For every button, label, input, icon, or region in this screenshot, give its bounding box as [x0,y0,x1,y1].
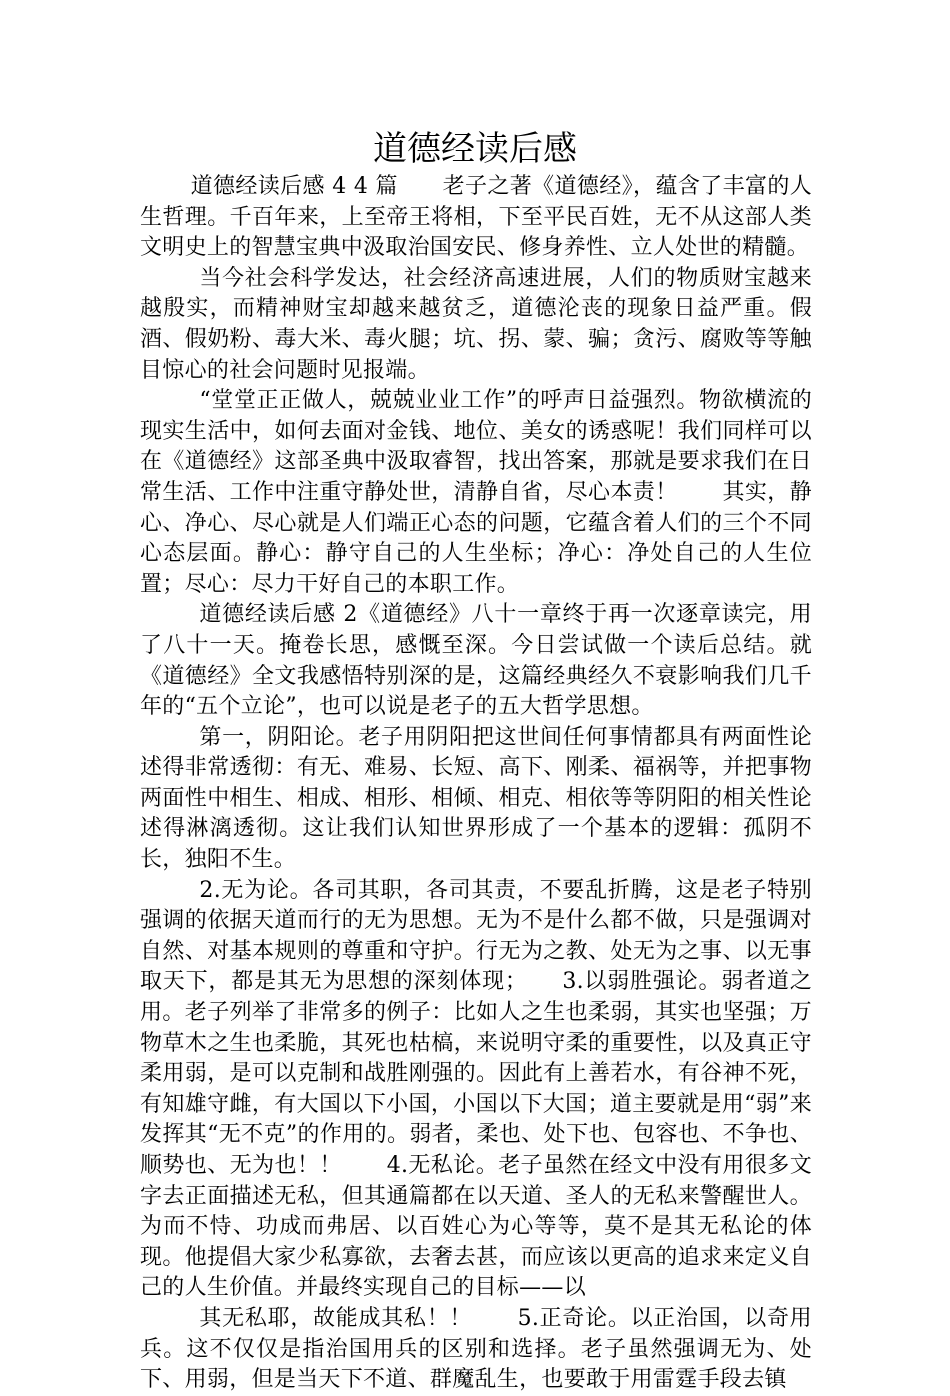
paragraph-yin-yang: 第一，阴阳论。老子用阴阳把这世间任何事情都具有两面性论述得非常透彻：有无、难易、长短、高下、刚柔、福祸等，并把事物两面性中相生、相成、相形、相倾、相克、相依等等阴阳的相关性论述得淋漓透彻。这让我们认知世界形成了一个基本的逻辑：孤阴不长，独阳不生。 [140,724,812,873]
paragraph-society: 当今社会科学发达，社会经济高速进展，人们的物质财宝越来越殷实，而精神财宝却越来越贫乏，道德沦丧的现象日益严重。假酒、假奶粉、毒大米、毒火腿；坑、拐、蒙、骗；贪污、腐败等等触目惊心的社会问题时见报端。 [140,265,812,383]
document-title: 道德经读后感 [373,129,577,169]
paragraph-zheng-qi: 其无私耶，故能成其私！！ 5.正奇论。以正治国，以奇用兵。这不仅仅是指治国用兵的区别和选择。老子虽然强调无为、处下、用弱，但是当天下不道、群魔乱生，也要敢于用雷霆手段去镇 [140,1305,812,1393]
paragraph-essay-two: 道德经读后感 2《道德经》八十一章终于再一次逐章读完，用了八十一天。掩卷长思，感慨至深。今日尝试做一个读后总结。就《道德经》全文我感悟特别深的是，这篇经典经久不衰影响我们几千年的“五个立论”，也可以说是老子的五大哲学思想。 [140,602,812,720]
paragraph-wu-wei: 2.无为论。各司其职，各司其责，不要乱折腾，这是老子特别强调的依据天道而行的无为思想。无为不是什么都不做，只是强调对自然、对基本规则的尊重和守护。行无为之教、处无为之事、以无事取天下，都是其无为思想的深刻体现； 3.以弱胜强论。弱者道之用。老子列举了非常多的例子：比如人之生也柔弱，其实也坚强；万物草木之生也柔脆，其死也枯槁，来说明守柔的重要性，以及真正守柔用弱，是可以克制和战胜刚强的。因此有上善若水，有谷神不死，有知雄守雌，有大国以下小国，小国以下大国；道主要就是用“弱”来发挥其“无不克”的作用的。弱者，柔也、处下也、包容也、不争也、顺势也、无为也！！ 4.无私论。老子虽然在经文中没有用很多文字去正面描述无私，但其通篇都在以天道、圣人的无私来警醒世人。为而不恃、功成而弗居、以百姓心为心等等，莫不是其无私论的体现。他提倡大家少私寡欲，去奢去甚，而应该以更高的追求来定义自己的人生价值。并最终实现自己的目标——以 [140,877,812,1301]
paragraph-intro: 道德经读后感 4 4 篇 老子之著《道德经》，蕴含了丰富的人生哲理。千百年来，上至帝王将相，下至平民百姓，无不从这部人类文明史上的智慧宝典中汲取治国安民、修身养性、立人处世的精髓。 [140,174,812,261]
document-body [140,172,812,1396]
paragraph-heart: “堂堂正正做人，兢兢业业工作”的呼声日益强烈。物欲横流的现实生活中，如何去面对金钱、地位、美女的诱惑呢！我们同样可以在《道德经》这部圣典中汲取睿智，找出答案，那就是要求我们在日常生活、工作中注重守静处世，清静自省，尽心本责！ 其实，静心、净心、尽心就是人们端正心态的问题，它蕴含着人们的三个不同心态层面。静心：静守自己的人生坐标；净心：净处自己的人生位置；尽心：尽力干好自己的本职工作。 [140,388,812,597]
